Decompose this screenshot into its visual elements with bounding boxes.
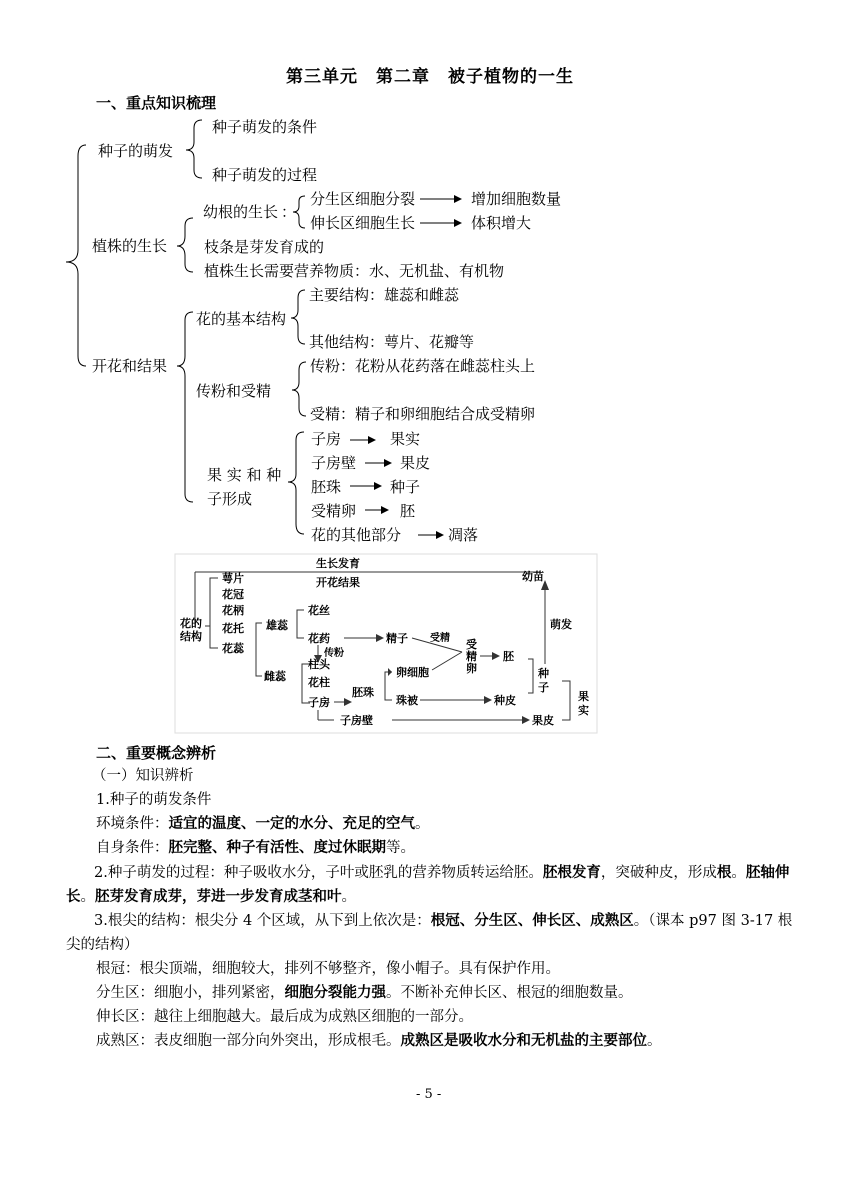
dia-zygote-1: 受 [466,638,477,651]
tree-other-structure: 其他结构：萼片、花瓣等 [309,333,475,351]
pair-b: 胚 [400,502,416,520]
tree-nutrients: 植株生长需要营养物质：水、无机盐、有机物 [204,262,505,280]
dia-fruit-2: 实 [578,704,589,717]
bold-run: 成熟区是吸收水分和无机盐的主要部位 [400,1032,647,1049]
tree-pollination: 传粉：花粉从花药落在雌蕊柱头上 [310,357,536,375]
page-title: 第三单元 第二章 被子植物的一生 [286,67,574,87]
dia-sperm: 精子 [386,632,408,645]
pair-a: 花的其他部分 [311,526,402,544]
pair-a: 胚珠 [311,478,342,496]
text-run: 。 [415,816,430,832]
tree-root-division: 分生区细胞分裂 [310,190,416,208]
text-run: 。 [80,889,95,905]
subsection-heading: （一）知识辨析 [92,768,194,784]
dia-stamen: 雄蕊 [266,619,288,632]
dia-flower-struct-2: 结构 [180,630,202,643]
tree-flower-fruit: 开花和结果 [92,357,168,375]
text-run: 等。 [386,840,415,856]
pair-b: 凋落 [448,526,479,544]
bold-run: 胚根发育 [542,864,601,881]
dia-style: 花柱 [308,676,330,689]
tree-root-division-result: 增加细胞数量 [471,190,562,208]
text-run: 2.种子萌发的过程：种子吸收水分，子叶或胚乳的营养物质转运给胚。 [94,865,543,881]
dia-zygote-2: 精 [466,650,477,663]
tree-flower-structure: 花的基本结构 [196,310,287,328]
section-heading-2: 二、重要概念辨析 [96,744,217,762]
tree-fruit-seed-line1: 果 实 和 种 [207,466,282,484]
tree-seed-germination: 种子的萌发 [98,142,174,160]
dia-sepal: 萼片 [222,572,244,585]
bold-run: 细胞分裂能力强 [284,984,386,1001]
bold-run: 胚完整、种子有活性、度过休眠期 [168,839,386,856]
tree-pollination-fertilization: 传粉和受精 [196,382,272,400]
dia-fertilization: 受精 [430,633,450,644]
bold-run: 根冠、分生区、伸长区、成熟区 [430,912,634,929]
bold-run: 根 [716,864,732,881]
dia-flowering: 开花结果 [316,576,360,589]
dia-zygote-3: 卵 [466,662,477,675]
dia-seed-1: 种 [538,667,549,680]
paragraph [96,984,633,1002]
tree-root-elongation: 伸长区细胞生长 [310,214,416,232]
paragraph: 伸长区：越往上细胞越大。最后成为成熟区细胞的一部分。 [96,1009,473,1025]
dia-ovule: 胚珠 [352,686,374,699]
paragraph [96,839,415,857]
dia-embryo: 胚 [503,650,514,663]
text-run: 3.根尖的结构：根尖分 4 个区域，从下到上依次是： [94,913,431,929]
dia-egg: 卵细胞 [396,666,429,679]
dia-ovary-wall: 子房壁 [340,714,373,727]
pair-b: 果皮 [400,454,431,472]
tree-root-growth: 幼根的生长 [203,203,279,221]
dia-stigma: 柱头 [308,658,330,671]
page-number: - 5 - [416,1087,442,1102]
dia-seed-coat: 种皮 [494,694,516,707]
dia-anther: 花药 [308,632,330,645]
text-run: 。（课本 p97 图 3-17 根尖的结构） [66,913,793,953]
section-heading-1: 一、重点知识梳理 [96,94,217,112]
bold-run: 胚轴伸长 [66,864,790,905]
dia-pistil: 雌蕊 [264,670,286,683]
dia-filament: 花丝 [308,604,330,617]
tree-seed-conditions: 种子萌发的条件 [212,118,318,136]
paragraph: 1.种子的萌发条件 [96,792,212,808]
text-run: 环境条件： [96,816,169,832]
tree-root-colon: ： [281,203,297,221]
bold-run: 适宜的温度、一定的水分、充足的空气 [168,815,415,832]
dia-pericarp: 果皮 [532,714,554,727]
dia-seed-2: 子 [538,681,549,694]
dia-growth: 生长发育 [316,557,360,570]
dia-pistil-part: 花蕊 [222,642,244,655]
dia-corolla: 花冠 [222,588,244,601]
text-run: 。 [731,865,746,881]
dia-flower-struct-1: 花的 [180,617,202,630]
dia-pedicel: 花柄 [222,604,244,617]
tree-fertilization: 受精：精子和卵细胞结合成受精卵 [310,405,536,423]
text-run: 。 [341,889,356,905]
dia-integument: 珠被 [396,694,418,707]
text-run: 。不断补充伸长区、根冠的细胞数量。 [386,985,633,1001]
dia-seedling: 幼苗 [522,570,544,583]
paragraph [66,909,806,957]
dia-sprout: 萌发 [550,618,572,631]
tree-seed-process: 种子萌发的过程 [212,166,318,184]
pair-a: 受精卵 [311,502,357,520]
tree-root-elongation-result: 体积增大 [471,214,532,232]
bold-run: 胚芽发育成芽，芽进一步发育成茎和叶 [95,888,342,905]
text-run: 成熟区：表皮细胞一部分向外突出，形成根毛。 [96,1033,401,1049]
dia-ovary: 子房 [308,696,330,709]
text-run: 。 [647,1033,662,1049]
pair-a: 子房壁 [311,454,357,472]
text-run: 自身条件： [96,840,169,856]
text-run: ，突破种皮，形成 [600,865,717,881]
text-run: 分生区：细胞小，排列紧密， [96,985,285,1001]
tree-plant-growth: 植株的生长 [92,237,168,255]
dia-receptacle: 花托 [222,622,244,635]
pair-b: 果实 [390,430,421,448]
dia-pollination: 传粉 [324,648,344,659]
tree-main-structure: 主要结构：雄蕊和雌蕊 [309,286,460,304]
paragraph [66,861,806,909]
pair-b: 种子 [390,478,421,496]
tree-fruit-seed-line2: 子形成 [207,490,253,508]
paragraph [96,1032,662,1050]
tree-branch: 枝条是芽发育成的 [204,238,325,256]
dia-fruit-1: 果 [578,690,589,703]
paragraph [96,815,430,833]
pair-a: 子房 [311,430,342,448]
paragraph: 根冠：根尖顶端，细胞较大，排列不够整齐，像小帽子。具有保护作用。 [96,961,560,977]
